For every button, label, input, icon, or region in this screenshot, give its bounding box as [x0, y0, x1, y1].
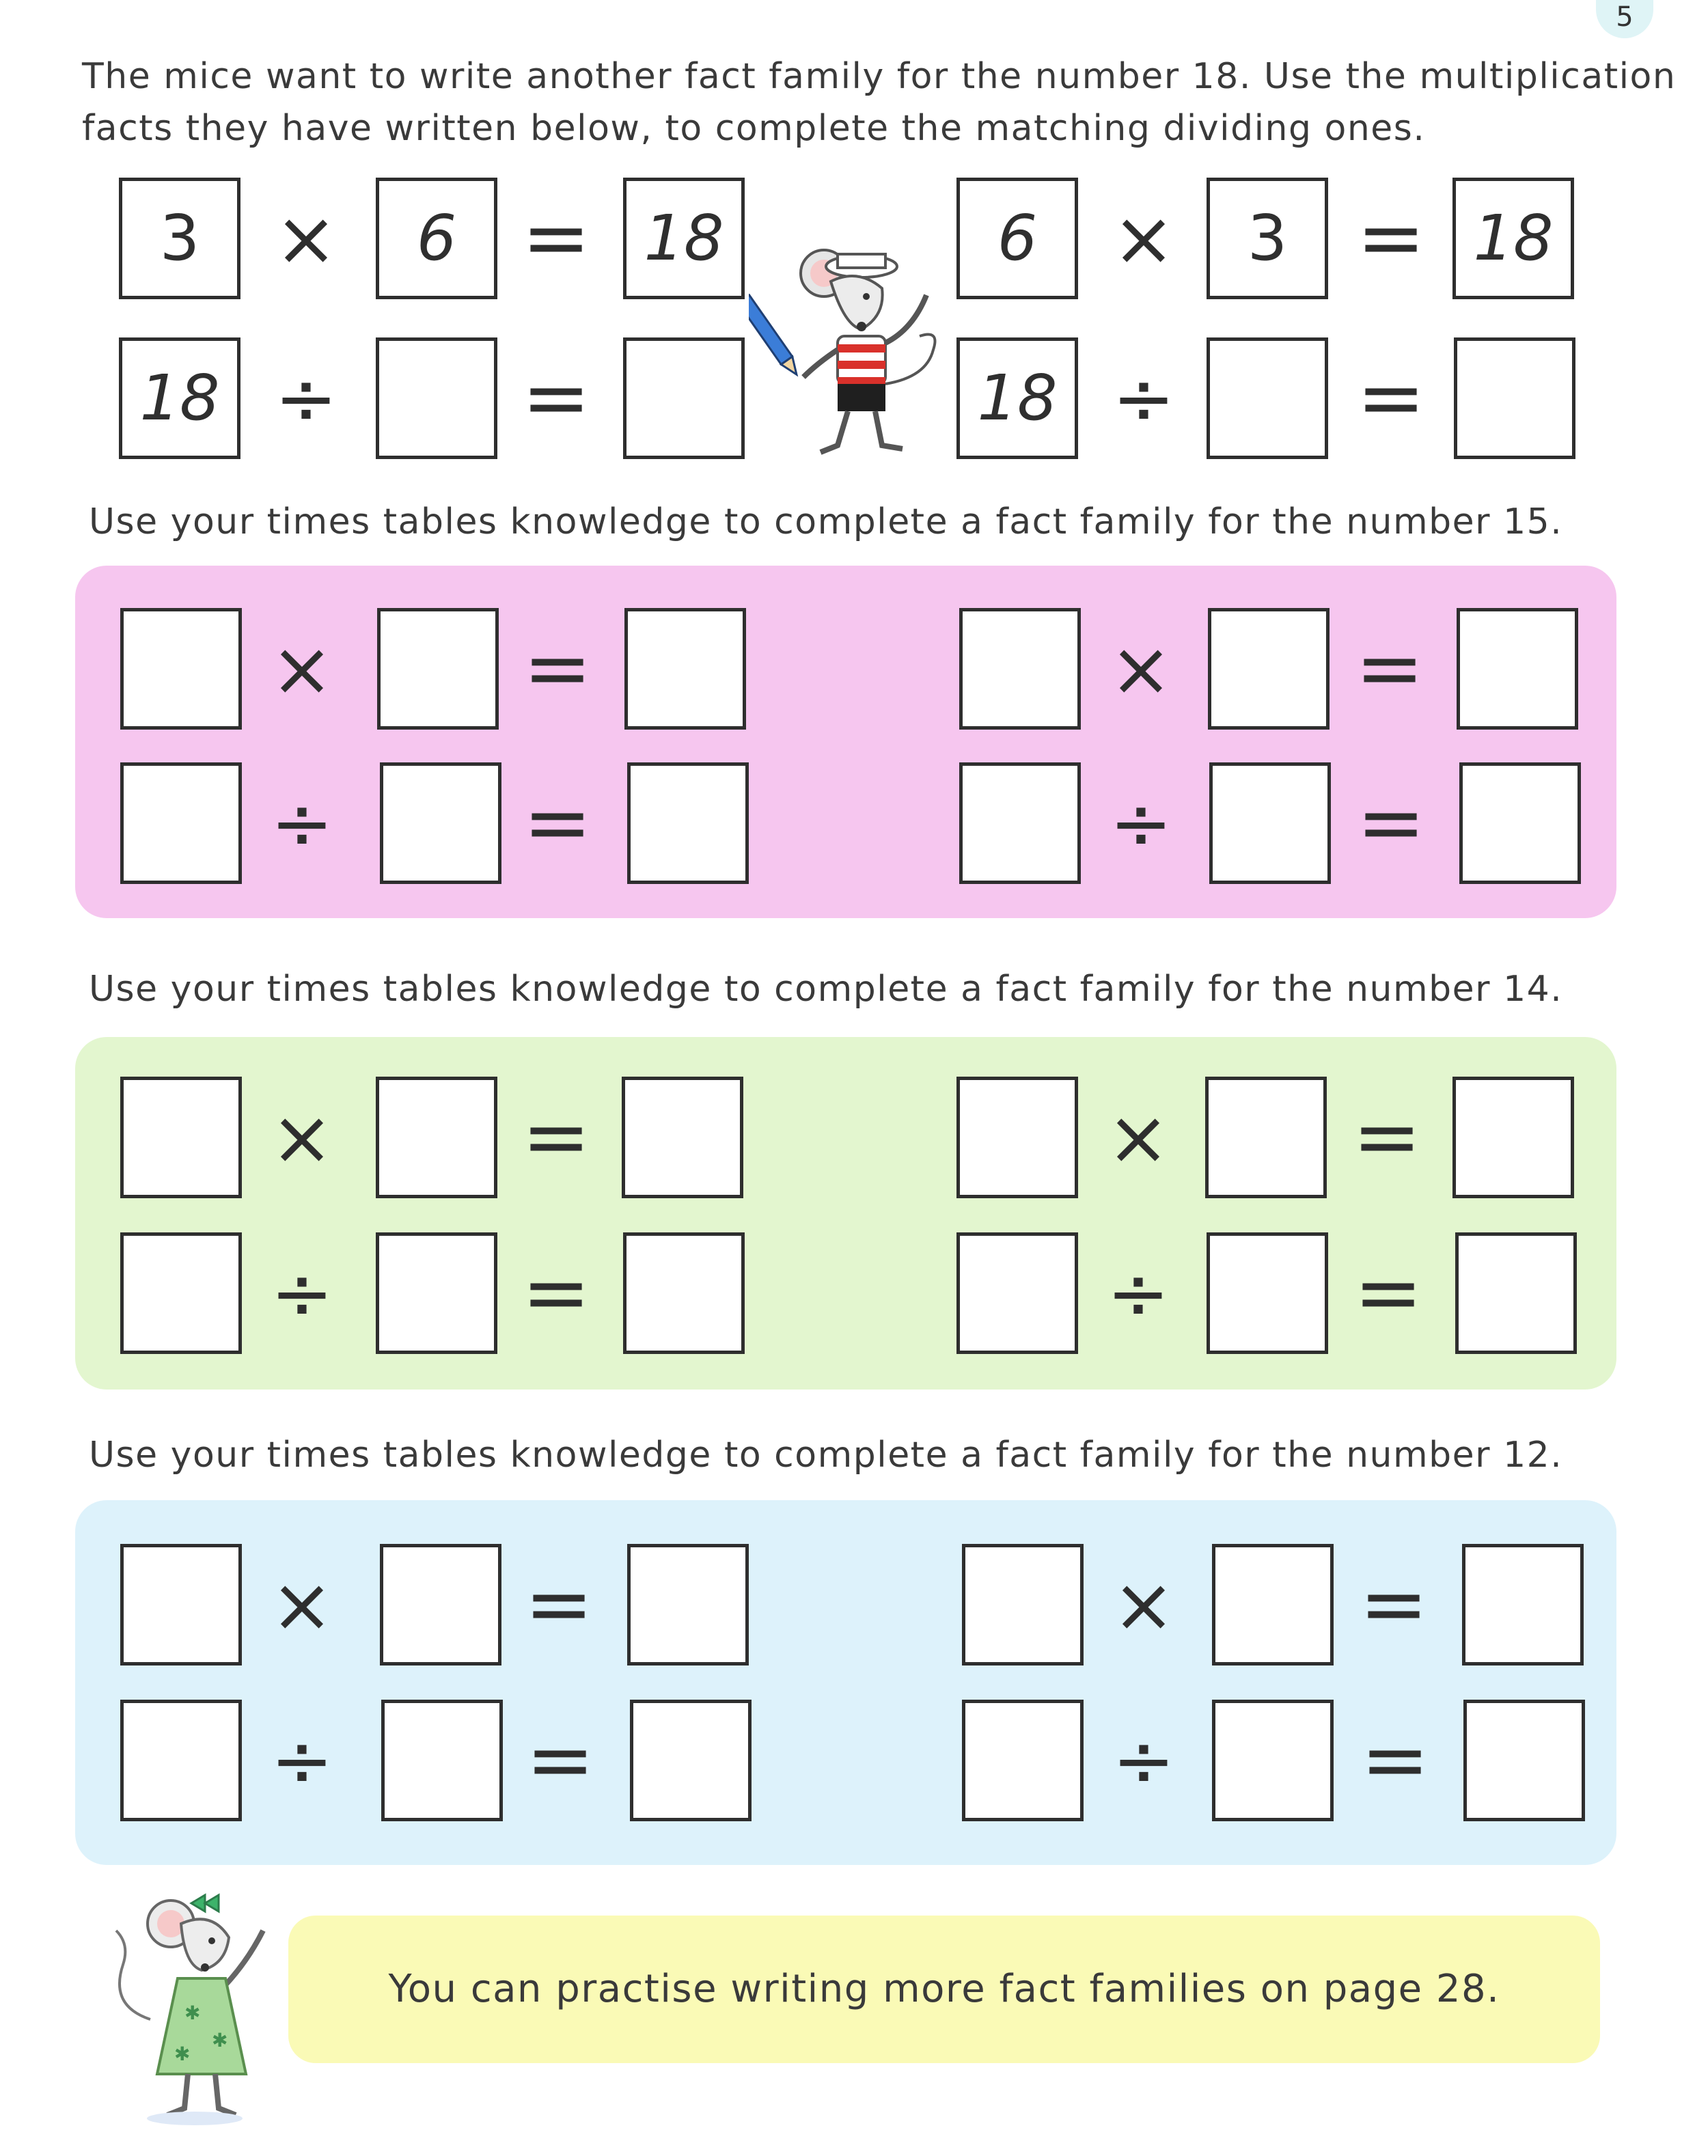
- equals-sign: =: [1359, 1557, 1429, 1652]
- equals-sign: =: [521, 1090, 591, 1185]
- page-reference-note: You can practise writing more fact families on page 28.: [288, 1916, 1600, 2063]
- equals-sign: =: [525, 1713, 595, 1808]
- answer-box[interactable]: [1457, 608, 1578, 730]
- instruction-15: Use your times tables knowledge to complete a fact family for the number 15.: [89, 501, 1563, 542]
- equals-sign: =: [523, 621, 592, 716]
- equals-sign: =: [1356, 775, 1426, 870]
- answer-box[interactable]: [1463, 1700, 1585, 1821]
- answer-box[interactable]: [959, 608, 1081, 730]
- answer-box[interactable]: 18: [1452, 178, 1574, 299]
- answer-box[interactable]: [962, 1700, 1084, 1821]
- answer-box[interactable]: 6: [956, 178, 1078, 299]
- equals-sign: =: [1356, 191, 1426, 286]
- answer-box[interactable]: [120, 762, 242, 884]
- answer-box[interactable]: [1455, 1232, 1577, 1354]
- answer-box[interactable]: [1459, 762, 1581, 884]
- times-sign: ×: [270, 625, 334, 713]
- equals-sign: =: [524, 1557, 594, 1652]
- svg-text:✱: ✱: [174, 2043, 191, 2065]
- answer-box[interactable]: 18: [956, 337, 1078, 459]
- fact-family-panel-12: [75, 1500, 1616, 1865]
- answer-box[interactable]: 18: [623, 178, 745, 299]
- divide-sign: ÷: [270, 779, 334, 867]
- equals-sign: =: [1352, 1090, 1422, 1185]
- answer-box[interactable]: 3: [1207, 178, 1328, 299]
- answer-box[interactable]: [1207, 1232, 1328, 1354]
- divide-sign: ÷: [270, 1249, 334, 1337]
- fact-family-panel-14: [75, 1037, 1616, 1390]
- answer-box[interactable]: [623, 1232, 745, 1354]
- answer-box[interactable]: [120, 1544, 242, 1666]
- divide-sign: ÷: [270, 1717, 334, 1804]
- answer-box[interactable]: [120, 1077, 242, 1198]
- answer-box[interactable]: [120, 608, 242, 730]
- times-sign: ×: [1112, 195, 1176, 282]
- answer-box[interactable]: [1208, 608, 1330, 730]
- answer-box[interactable]: 6: [376, 178, 497, 299]
- instruction-12: Use your times tables knowledge to complete a fact family for the number 12.: [89, 1435, 1563, 1476]
- answer-box[interactable]: [956, 1232, 1078, 1354]
- equals-sign: =: [521, 191, 591, 286]
- answer-box[interactable]: [622, 1077, 743, 1198]
- divide-sign: ÷: [1112, 355, 1176, 442]
- instruction-14: Use your times tables knowledge to complete a fact family for the number 14.: [89, 969, 1563, 1010]
- equals-sign: =: [1355, 621, 1424, 716]
- equals-sign: =: [521, 1245, 591, 1340]
- answer-box[interactable]: [377, 608, 499, 730]
- answer-box[interactable]: [956, 1077, 1078, 1198]
- answer-box[interactable]: [623, 337, 745, 459]
- mouse-with-pencil-illustration: [749, 240, 954, 466]
- times-sign: ×: [1109, 625, 1173, 713]
- fact-family-panel-15: [75, 566, 1616, 918]
- answer-box[interactable]: [1209, 762, 1331, 884]
- times-sign: ×: [1106, 1094, 1170, 1181]
- answer-box[interactable]: [376, 1077, 497, 1198]
- svg-text:✱: ✱: [184, 2002, 201, 2024]
- answer-box[interactable]: [120, 1700, 242, 1821]
- answer-box[interactable]: [1205, 1077, 1327, 1198]
- equals-sign: =: [1353, 1245, 1423, 1340]
- divide-sign: ÷: [1112, 1717, 1176, 1804]
- svg-text:✱: ✱: [212, 2029, 228, 2051]
- answer-box[interactable]: [1212, 1544, 1334, 1666]
- times-sign: ×: [274, 195, 338, 282]
- intro-line-1: The mice want to write another fact family for the number 18. Use the multiplication: [82, 56, 1677, 97]
- answer-box[interactable]: [1462, 1544, 1584, 1666]
- answer-box[interactable]: [1207, 337, 1328, 459]
- answer-box[interactable]: [627, 1544, 749, 1666]
- answer-box[interactable]: [630, 1700, 752, 1821]
- mouse-in-green-dress-illustration: [109, 1883, 280, 2129]
- page-number: 5: [1596, 0, 1653, 38]
- divide-sign: ÷: [274, 355, 338, 442]
- answer-box[interactable]: 18: [119, 337, 240, 459]
- equals-sign: =: [523, 775, 592, 870]
- answer-box[interactable]: [627, 762, 749, 884]
- answer-box[interactable]: [962, 1544, 1084, 1666]
- answer-box[interactable]: [380, 762, 501, 884]
- equals-sign: =: [521, 350, 591, 445]
- answer-box[interactable]: [381, 1700, 503, 1821]
- divide-sign: ÷: [1109, 779, 1173, 867]
- equals-sign: =: [1360, 1713, 1430, 1808]
- answer-box[interactable]: [624, 608, 746, 730]
- answer-box[interactable]: 3: [119, 178, 240, 299]
- answer-box[interactable]: [1454, 337, 1575, 459]
- times-sign: ×: [270, 1094, 334, 1181]
- equals-sign: =: [1356, 350, 1426, 445]
- intro-text: [82, 51, 1677, 154]
- divide-sign: ÷: [1106, 1249, 1170, 1337]
- times-sign: ×: [1112, 1561, 1176, 1648]
- answer-box[interactable]: [120, 1232, 242, 1354]
- answer-box[interactable]: [376, 1232, 497, 1354]
- answer-box[interactable]: [1212, 1700, 1334, 1821]
- answer-box[interactable]: [959, 762, 1081, 884]
- answer-box[interactable]: [380, 1544, 501, 1666]
- answer-box[interactable]: [1452, 1077, 1574, 1198]
- answer-box[interactable]: [376, 337, 497, 459]
- intro-line-2: facts they have written below, to complete the matching dividing ones.: [82, 108, 1426, 149]
- times-sign: ×: [270, 1561, 334, 1648]
